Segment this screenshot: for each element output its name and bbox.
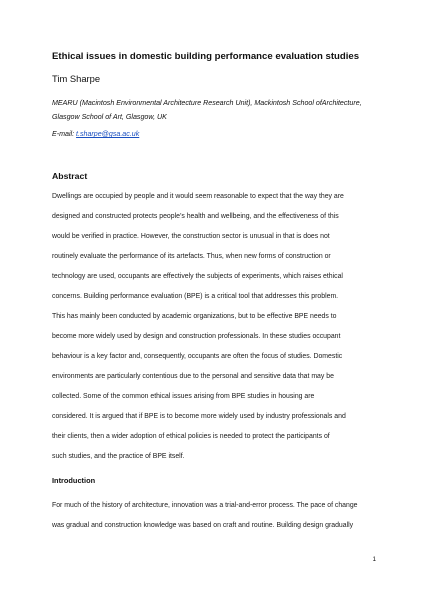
abstract-line: designed and constructed protects people’s health and wellbeing, and the effectiveness of this (52, 213, 339, 220)
abstract-line: collected. Some of the common ethical issues arising from BPE studies in housing are (52, 393, 315, 400)
abstract-line: become more widely used by design and construction professionals. In these studies occupant (52, 333, 341, 340)
author-affiliation: MEARU (Macintosh Environmental Architecture Research Unit), Mackintosh School ofArchitecture, Glasgow School of Art, Glasgow, UK (52, 99, 362, 121)
email-line (52, 128, 139, 140)
introduction-line: was gradual and construction knowledge was based on craft and routine. Building design gradually (52, 522, 354, 529)
abstract-line: behaviour is a key factor and, consequently, occupants are often the focus of studies. Domestic (52, 353, 343, 360)
page-number: 1 (372, 556, 376, 563)
introduction-line: For much of the history of architecture, innovation was a trial-and-error process. The pace of change (52, 502, 358, 509)
abstract-line: Dwellings are occupied by people and it would seem reasonable to expect that the way they are (52, 193, 344, 200)
email-label: E-mail: (52, 130, 77, 138)
abstract-heading: Abstract (52, 171, 88, 181)
abstract-line: would be verified in practice. However, the construction sector is unusual in that is does not (52, 233, 330, 240)
introduction-heading: Introduction (52, 476, 96, 485)
email-link[interactable]: t.sharpe@gsa.ac.uk (76, 130, 140, 138)
introduction-body (52, 496, 378, 536)
abstract-body (52, 187, 378, 467)
abstract-line: considered. It is argued that if BPE is to become more widely used by industry professionals and (52, 413, 346, 420)
abstract-line: such studies, and the practice of BPE itself. (52, 453, 185, 460)
abstract-line: concerns. Building performance evaluation (BPE) is a critical tool that addresses this problem. (52, 293, 339, 300)
abstract-line: technology are used, occupants are effectively the subjects of experiments, which raises ethical (52, 273, 343, 280)
abstract-line: This has mainly been conducted by academic organizations, but to be effective BPE needs to (52, 313, 337, 320)
abstract-line: routinely evaluate the performance of its artefacts. Thus, when new forms of construction or (52, 253, 331, 260)
paper-title: Ethical issues in domestic building performance evaluation studies (52, 51, 360, 62)
author-name: Tim Sharpe (52, 73, 101, 84)
abstract-line: their clients, then a wider adoption of ethical policies is needed to protect the participants of (52, 433, 330, 440)
abstract-line: environments are particularly contentious due to the personal and sensitive data that may be (52, 373, 334, 380)
